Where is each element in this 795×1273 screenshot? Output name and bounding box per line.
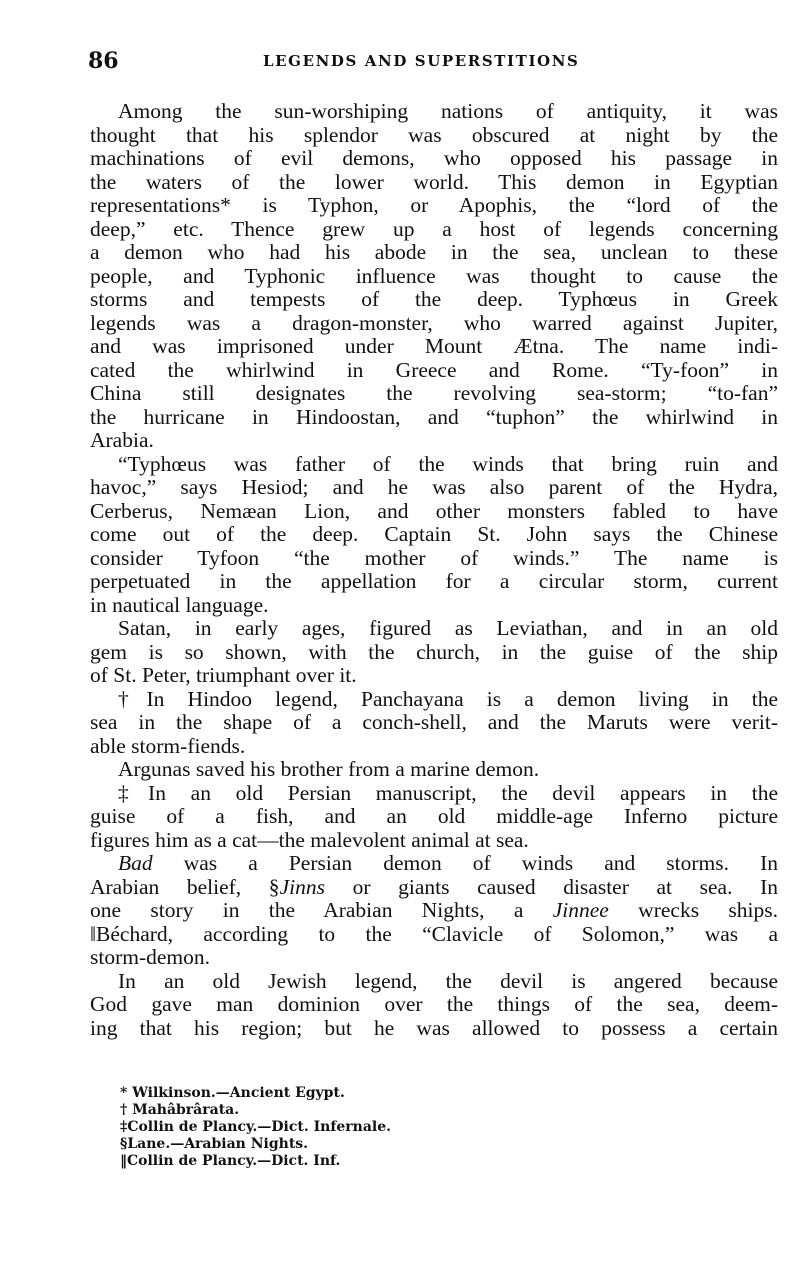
text-run: storm-demon. — [90, 945, 211, 969]
text-run: In an old Jewish legend, the devil is angered because — [118, 968, 778, 993]
text-run: havoc,” says Hesiod; and he was also parent of the Hydra, — [90, 475, 778, 499]
footnotes — [120, 1085, 391, 1170]
text-line — [90, 194, 778, 218]
text-line — [90, 523, 778, 547]
text-line — [90, 218, 778, 242]
text-line — [90, 1017, 778, 1041]
text-run: people, and Typhonic influence was thought to cause the — [90, 263, 778, 288]
text-line — [90, 406, 778, 430]
text-run: Cerberus, Nemæan Lion, and other monsters fabled to have — [90, 498, 778, 523]
text-run: Satan, in early ages, figured as Leviathan, and in an old — [118, 616, 778, 640]
text-run: come out of the deep. Captain St. John says the Chinese — [90, 522, 778, 546]
text-run: “Typhœus was father of the winds that bring ruin and — [118, 451, 778, 476]
text-line — [90, 852, 778, 876]
text-run: ing that his region; but he was allowed to possess a certain — [90, 1015, 778, 1040]
text-line — [90, 476, 778, 500]
text-run: the waters of the lower world. This demon in Egyptian — [90, 169, 778, 194]
text-line — [90, 664, 778, 688]
text-line — [90, 688, 778, 712]
text-line — [90, 970, 778, 994]
text-run: China still designates the revolving sea-storm; “to-fan” — [90, 381, 778, 405]
text-line — [90, 500, 778, 524]
text-line — [90, 335, 778, 359]
text-run: representations* is Typhon, or Apophis, the “lord of the — [90, 193, 778, 217]
text-run: wrecks ships. — [608, 898, 778, 922]
text-run: deep,” etc. Thence grew up a host of legends concerning — [90, 216, 778, 241]
running-title: LEGENDS AND SUPERSTITIONS — [263, 52, 580, 70]
text-line — [90, 570, 778, 594]
text-run: †In Hindoo legend, Panchayana is a demon living in the — [118, 686, 778, 711]
text-line — [90, 453, 778, 477]
text-line — [90, 617, 778, 641]
text-line — [90, 805, 778, 829]
text-run: thought that his splendor was obscured at night by the — [90, 122, 778, 147]
text-line — [90, 641, 778, 665]
text-run: God gave man dominion over the things of the sea, deem- — [90, 992, 778, 1016]
text-run: or giants caused disaster at sea. In — [324, 874, 778, 899]
text-line — [90, 100, 778, 124]
text-run: consider Tyfoon “the mother of winds.” The name is — [90, 545, 778, 570]
text-line — [90, 758, 778, 782]
text-run: was a Persian demon of winds and storms. In — [152, 851, 778, 875]
text-line — [90, 359, 778, 383]
footnote: §Lane.—Arabian Nights. — [120, 1136, 309, 1152]
text-run: able storm-fiends. — [90, 733, 246, 758]
text-line — [90, 735, 778, 759]
text-line — [90, 946, 778, 970]
text-line — [90, 171, 778, 195]
italic-text-run: Bad — [118, 851, 153, 875]
text-run: Arabian belief, § — [90, 874, 280, 899]
text-line — [90, 147, 778, 171]
text-run: Arabia. — [90, 428, 154, 452]
text-line — [90, 124, 778, 148]
text-line — [90, 594, 778, 618]
text-run: perpetuated in the appellation for a circular storm, current — [90, 569, 778, 593]
text-line — [90, 829, 778, 853]
text-line — [90, 429, 778, 453]
text-run: legends was a dragon-monster, who warred against Jupiter, — [90, 310, 778, 335]
text-run: guise of a fish, and an old middle-age Inferno picture — [90, 804, 778, 828]
italic-text-run: Jinns — [279, 874, 325, 899]
page-number: 86 — [88, 48, 119, 74]
text-line — [90, 923, 778, 947]
text-run: figures him as a cat—the malevolent animal at sea. — [90, 827, 529, 852]
text-run: of St. Peter, triumphant over it. — [90, 663, 357, 687]
text-run: Among the sun-worshiping nations of antiquity, it was — [118, 99, 778, 123]
running-header — [88, 48, 780, 74]
text-run: cated the whirlwind in Greece and Rome. “Ty-foon” in — [90, 357, 778, 382]
text-line — [90, 241, 778, 265]
text-run: the hurricane in Hindoostan, and “tuphon” the whirlwind in — [90, 404, 778, 429]
footnote: ‡Collin de Plancy.—Dict. Infernale. — [120, 1119, 391, 1135]
text-run: gem is so shown, with the church, in the guise of the ship — [90, 639, 778, 664]
text-run: in nautical language. — [90, 592, 269, 617]
text-line — [90, 288, 778, 312]
italic-text-run: Jinnee — [552, 898, 609, 922]
text-line — [90, 711, 778, 735]
footnote: * Wilkinson.—Ancient Egypt. — [120, 1085, 345, 1101]
text-run: machinations of evil demons, who opposed his passage in — [90, 146, 778, 170]
text-line — [90, 312, 778, 336]
text-line — [90, 265, 778, 289]
text-run: ‡In an old Persian manuscript, the devil appears in the — [118, 780, 778, 805]
body-text — [90, 100, 778, 1040]
footnote: † Mahâbrârata. — [120, 1102, 240, 1118]
text-line — [90, 382, 778, 406]
text-run: Argunas saved his brother from a marine demon. — [118, 757, 540, 781]
text-run: storms and tempests of the deep. Typhœus in Greek — [90, 287, 778, 311]
text-run: a demon who had his abode in the sea, unclean to these — [90, 240, 778, 264]
text-line — [90, 547, 778, 571]
text-line — [90, 782, 778, 806]
text-line — [90, 993, 778, 1017]
text-run: ‖Béchard, according to the “Clavicle of Solomon,” was a — [90, 921, 778, 946]
text-run: one story in the Arabian Nights, a — [90, 898, 553, 922]
text-run: sea in the shape of a conch-shell, and the Maruts were verit- — [90, 710, 778, 734]
footnote: ‖Collin de Plancy.—Dict. Inf. — [120, 1153, 341, 1169]
text-run: and was imprisoned under Mount Ætna. The name indi- — [90, 334, 778, 358]
text-line — [90, 899, 778, 923]
text-line — [90, 876, 778, 900]
